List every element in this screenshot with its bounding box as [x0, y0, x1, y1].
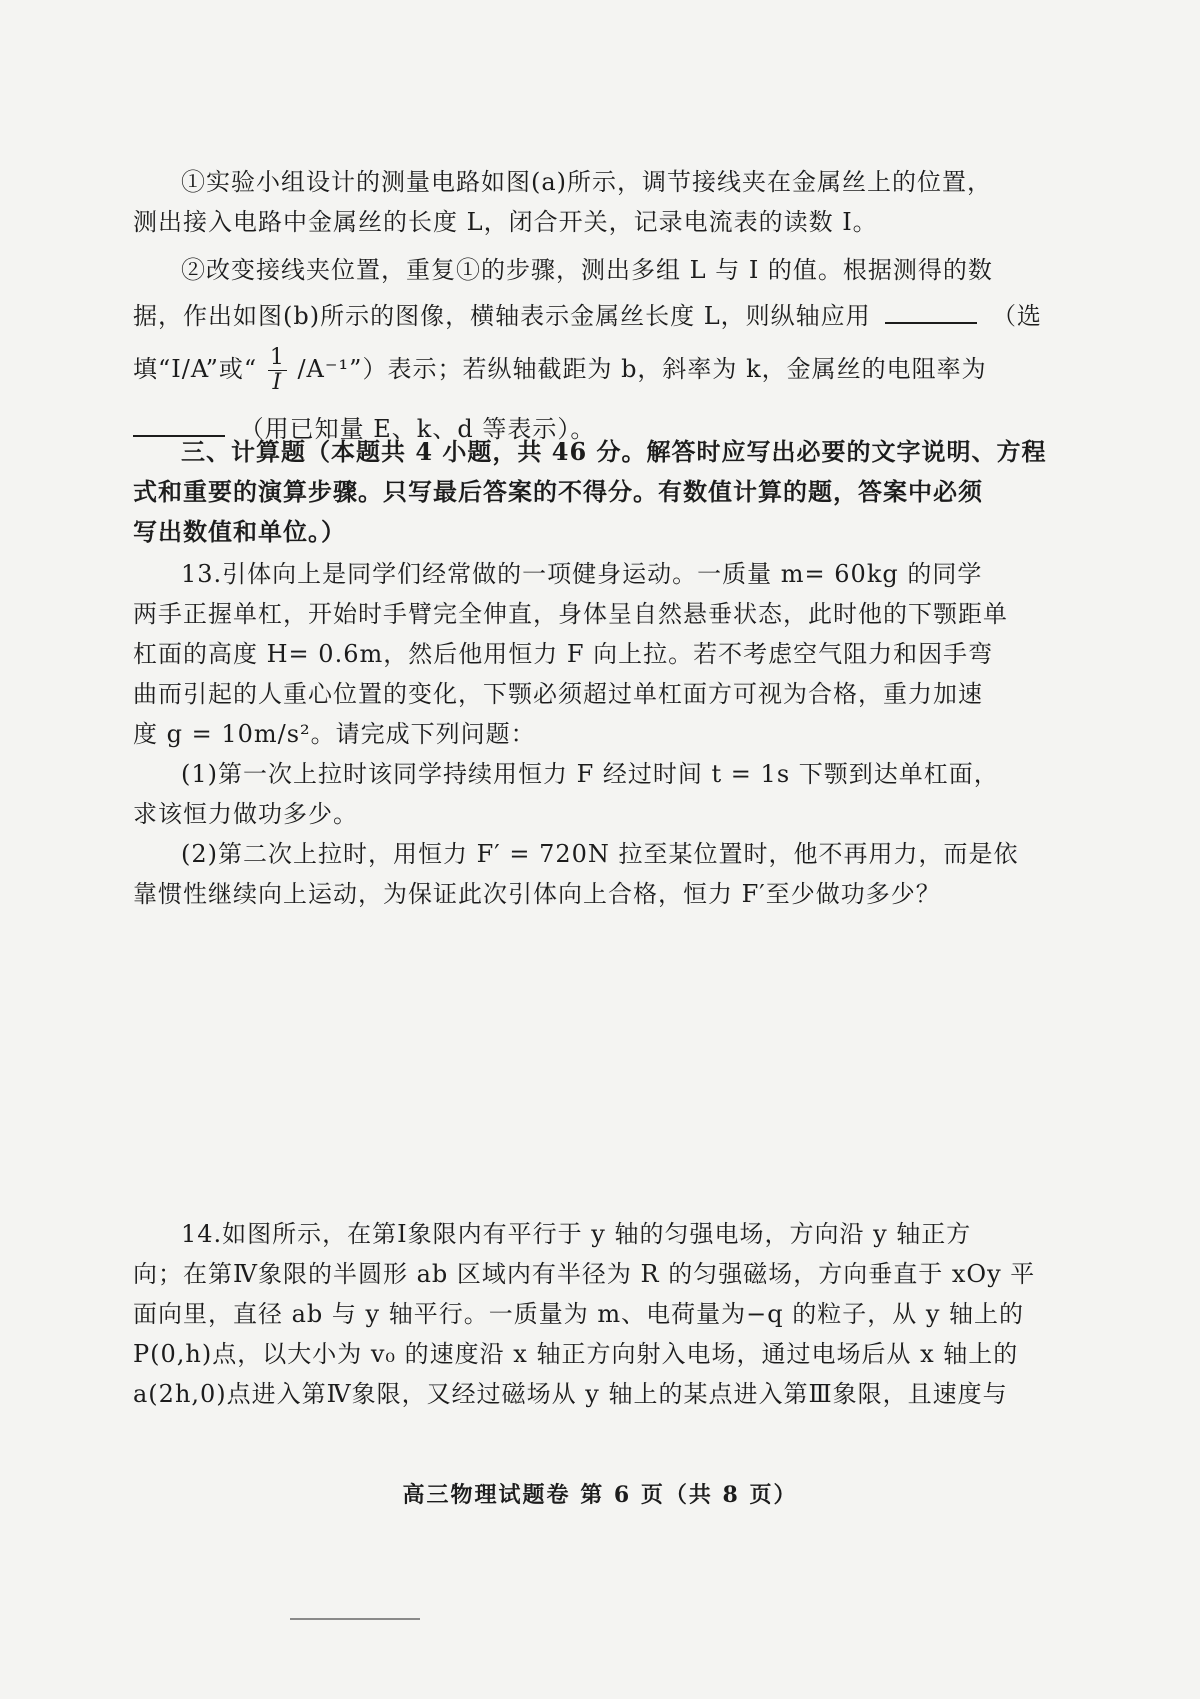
page-footer: 高三物理试题卷 第 6 页（共 8 页）	[402, 1482, 798, 1508]
step2-line2-choice: （选	[991, 302, 1042, 330]
q13-line5: 度 g = 10m/s²。请完成下列问题：	[133, 720, 536, 748]
q13-line1: 13.引体向上是同学们经常做的一项健身运动。一质量 m= 60kg 的同学	[181, 560, 983, 588]
experiment-steps	[133, 162, 1042, 449]
step1-line1: ①实验小组设计的测量电路如图(a)所示，调节接线夹在金属丝上的位置，	[181, 168, 993, 196]
step2-line3-text-b: /A⁻¹”）表示；若纵轴截距为 b，斜率为 k，金属丝的电阻率为	[297, 355, 987, 383]
q14-line1: 14.如图所示，在第Ⅰ象限内有平行于 y 轴的匀强电场，方向沿 y 轴正方	[181, 1220, 972, 1248]
q13-sub2-line1: (2)第二次上拉时，用恒力 F′ = 720N 拉至某位置时，他不再用力，而是依	[181, 840, 1019, 868]
step2-line3-text-a: 填“I/A”或“	[133, 355, 258, 383]
fraction-denominator: I	[272, 370, 283, 395]
section-3-instructions	[133, 432, 1047, 552]
question-14	[133, 1214, 1038, 1414]
q14-line4: P(0,h)点，以大小为 v₀ 的速度沿 x 轴正方向射入电场，通过电场后从 x 轴上的	[133, 1340, 1019, 1368]
question-13	[133, 554, 1038, 914]
q13-sub2-line2: 靠惯性继续向上运动，为保证此次引体向上合格，恒力 F′至少做功多少？	[133, 880, 941, 908]
q13-sub1-line2: 求该恒力做功多少。	[133, 800, 358, 828]
q14-line3: 面向里，直径 ab 与 y 轴平行。一质量为 m、电荷量为−q 的粒子，从 y 轴上的	[133, 1300, 1025, 1328]
fraction-numerator: 1	[269, 345, 285, 370]
q13-sub1-line1: (1)第一次上拉时该同学持续用恒力 F 经过时间 t = 1s 下颚到达单杠面，	[181, 760, 999, 788]
q13-line3: 杠面的高度 H= 0.6m，然后他用恒力 F 向上拉。若不考虑空气阻力和因手弯	[133, 640, 994, 668]
fraction-one-over-I	[268, 346, 287, 395]
q14-line2: 向；在第Ⅳ象限的半圆形 ab 区域内有半径为 R 的匀强磁场，方向垂直于 xOy 平	[133, 1260, 1036, 1288]
step2-line4-text: （用已知量 E、k、d 等表示）。	[239, 415, 596, 443]
step2-line2-text: 据，作出如图(b)所示的图像，横轴表示金属丝长度 L，则纵轴应用	[133, 302, 871, 330]
section-3-line3: 写出数值和单位。）	[133, 517, 346, 546]
step1-line2: 测出接入电路中金属丝的长度 L，闭合开关，记录电流表的读数 I。	[133, 208, 878, 236]
section-3-line2: 式和重要的演算步骤。只写最后答案的不得分。有数值计算的题，答案中必须	[133, 477, 983, 506]
q13-line4: 曲而引起的人重心位置的变化，下颚必须超过单杠面方可视为合格，重力加速	[133, 680, 983, 708]
q13-line2: 两手正握单杠，开始时手臂完全伸直，身体呈自然悬垂状态，此时他的下颚距单	[133, 600, 1008, 628]
answer-blank-axis[interactable]	[885, 302, 977, 324]
step2-line1: ②改变接线夹位置，重复①的步骤，测出多组 L 与 I 的值。根据测得的数	[181, 256, 993, 284]
section-3-line1: 三、计算题（本题共 4 小题，共 46 分。解答时应写出必要的文字说明、方程	[181, 437, 1047, 466]
q14-line5: a(2h,0)点进入第Ⅳ象限，又经过磁场从 y 轴上的某点进入第Ⅲ象限，且速度与	[133, 1380, 1008, 1408]
scan-artifact-line	[290, 1618, 420, 1620]
